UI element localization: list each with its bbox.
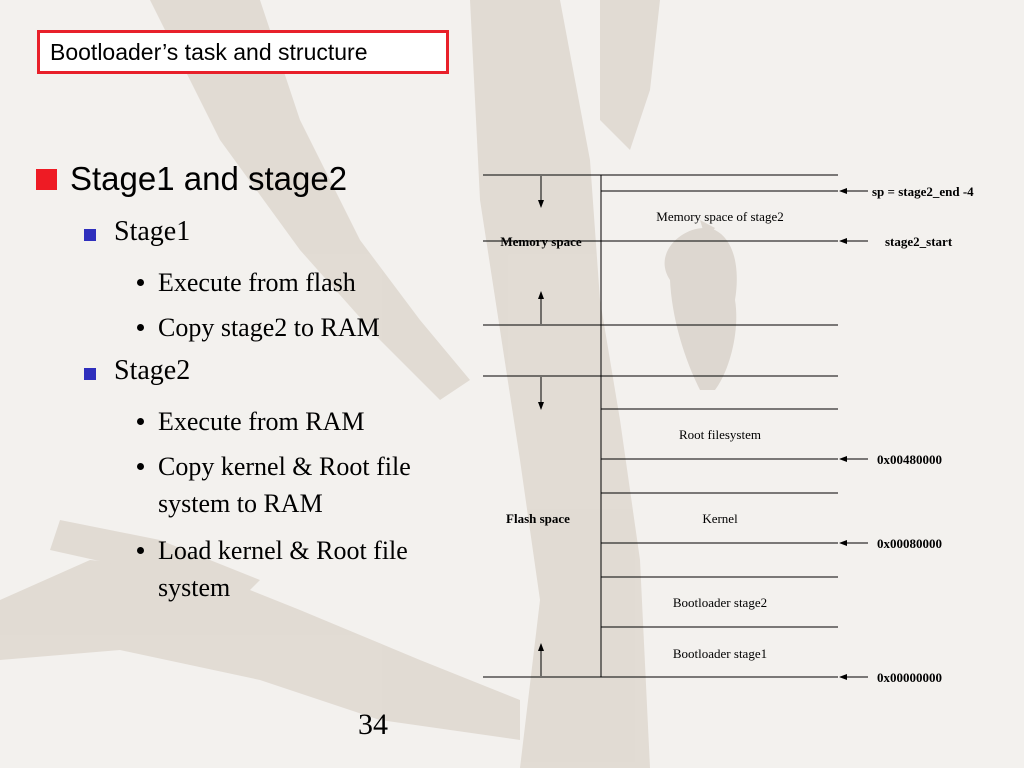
memory-space-label: Memory space: [500, 234, 582, 249]
stage2-start-label: stage2_start: [885, 234, 953, 249]
stage2-memory-label: Memory space of stage2: [656, 209, 784, 224]
bullet-execute-from-flash: Execute from flash: [158, 268, 356, 297]
flash-space-label: Flash space: [506, 511, 570, 526]
bullet-stage2: Stage2: [114, 355, 191, 386]
bootloader-stage2-label: Bootloader stage2: [672, 595, 768, 610]
bullet-copy-stage2: Copy stage2 to RAM: [158, 313, 380, 342]
bullet-execute-from-ram: Execute from RAM: [158, 407, 365, 436]
bullet-copy-kernel-line1: Copy kernel & Root file: [158, 452, 411, 481]
bootloader-stage1-label: Bootloader stage1: [672, 646, 768, 661]
bullet-stage1-and-stage2: Stage1 and stage2: [70, 160, 348, 197]
sp-address-label: sp = stage2_end -4: [872, 184, 974, 199]
root-filesystem-label: Root filesystem: [679, 427, 761, 442]
bullet-stage1: Stage1: [114, 216, 191, 247]
page-number: 34: [358, 708, 388, 741]
root-address-label: 0x00480000: [877, 452, 942, 467]
kernel-address-label: 0x00080000: [877, 536, 942, 551]
kernel-label: Kernel: [702, 511, 738, 526]
bullet-copy-kernel-line2: system to RAM: [158, 489, 323, 518]
slide-title: Bootloader’s task and structure: [50, 38, 368, 65]
zero-address-label: 0x00000000: [877, 670, 942, 685]
bullet-load-kernel-line2: system: [158, 573, 231, 602]
bullet-load-kernel-line1: Load kernel & Root file: [158, 536, 408, 565]
